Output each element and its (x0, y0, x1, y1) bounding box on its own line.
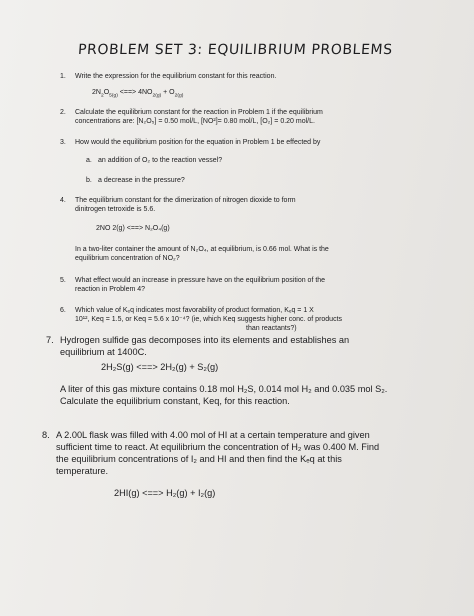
problem-3-number: 3. (60, 139, 66, 146)
problem-8-line-4: temperature. (56, 466, 109, 476)
problem-6-line-2: 10¹², Keq = 1.5, or Keq = 5.6 x 10⁻⁴? (ie, which Keq suggests higher conc. of products (75, 316, 343, 323)
problem-3b-text: a decrease in the pressure? (98, 177, 185, 184)
problem-5-line-2: reaction in Problem 4? (75, 286, 146, 293)
problem-4-line-2: dinitrogen tetroxide is 5.6. (75, 206, 156, 213)
problem-7-line-3: A liter of this gas mixture contains 0.18 mol H₂S, 0.014 mol H₂ and 0.035 mol S₂. (60, 384, 388, 394)
problem-2-number: 2. (60, 109, 66, 116)
problem-1-text: Write the expression for the equilibrium constant for this reaction. (75, 73, 277, 80)
problem-8-line-2: sufficient time to react. At equilibrium the concentration of H₂ was 0.400 M. Find (56, 442, 380, 452)
problem-7-number: 7. (46, 335, 54, 345)
problem-1-number: 1. (60, 73, 66, 80)
problem-5-line-1: What effect would an increase in pressure have on the equilibrium position of the (75, 277, 326, 284)
page-title: PROBLEM SET 3: EQUILIBRIUM PROBLEMS (77, 42, 394, 58)
problem-2-line-2: concentrations are: [N₂O₅] = 0.50 mol/L, [NO²]= 0.80 mol/L, [O₂] = 0.20 mol/L. (75, 118, 315, 125)
problem-6-number: 6. (60, 307, 66, 314)
problem-6-line-1: Which value of Kₑq indicates most favorability of product formation, Kₑq = 1 X (75, 307, 314, 314)
problem-8-equation: 2HI(g) <==> H₂(g) + I₂(g) (114, 488, 216, 498)
problem-7-line-1: Hydrogen sulfide gas decomposes into its elements and establishes an (60, 335, 350, 345)
problem-5-number: 5. (60, 277, 66, 284)
problem-4-line-1: The equilibrium constant for the dimerization of nitrogen dioxide to form (75, 197, 296, 204)
problem-3-text: How would the equilibrium position for the equation in Problem 1 be effected by (75, 139, 321, 146)
problem-4-line-4: equilibrium concentration of NO₂? (75, 255, 180, 262)
problem-4-equation: 2NO 2(g) <==> N₂O₄(g) (96, 225, 170, 232)
problem-3b-number: b. (86, 177, 92, 184)
problem-7-line-4: Calculate the equilibrium constant, Keq, for this reaction. (60, 396, 290, 406)
problem-4-number: 4. (60, 197, 66, 204)
problem-4-line-3: In a two-liter container the amount of N₂O₄, at equilibrium, is 0.66 mol. What is the (75, 246, 329, 253)
problem-8-number: 8. (42, 430, 50, 440)
problem-3a-number: a. (86, 157, 92, 164)
problem-1-equation: $2N_2O_{5(g)}$ <==> $4NO_{2(g)} + O_{2(g)}$ (92, 89, 184, 99)
problem-7-equation: 2H₂S(g) <==> 2H₂(g) + S₂(g) (101, 362, 219, 372)
problem-3a-text: an addition of O₂ to the reaction vessel? (98, 157, 223, 164)
problem-2-line-1: Calculate the equilibrium constant for the reaction in Problem 1 if the equilibrium (75, 109, 323, 116)
problem-8-line-1: A 2.00L flask was filled with 4.00 mol of HI at a certain temperature and given (56, 430, 370, 440)
problem-8-line-3: the equilibrium concentrations of I₂ and HI and then find the Kₑq at this (56, 454, 342, 464)
problem-6-line-3: than reactants?) (246, 325, 297, 332)
problem-7-line-2: equilibrium at 1400C. (60, 347, 147, 357)
